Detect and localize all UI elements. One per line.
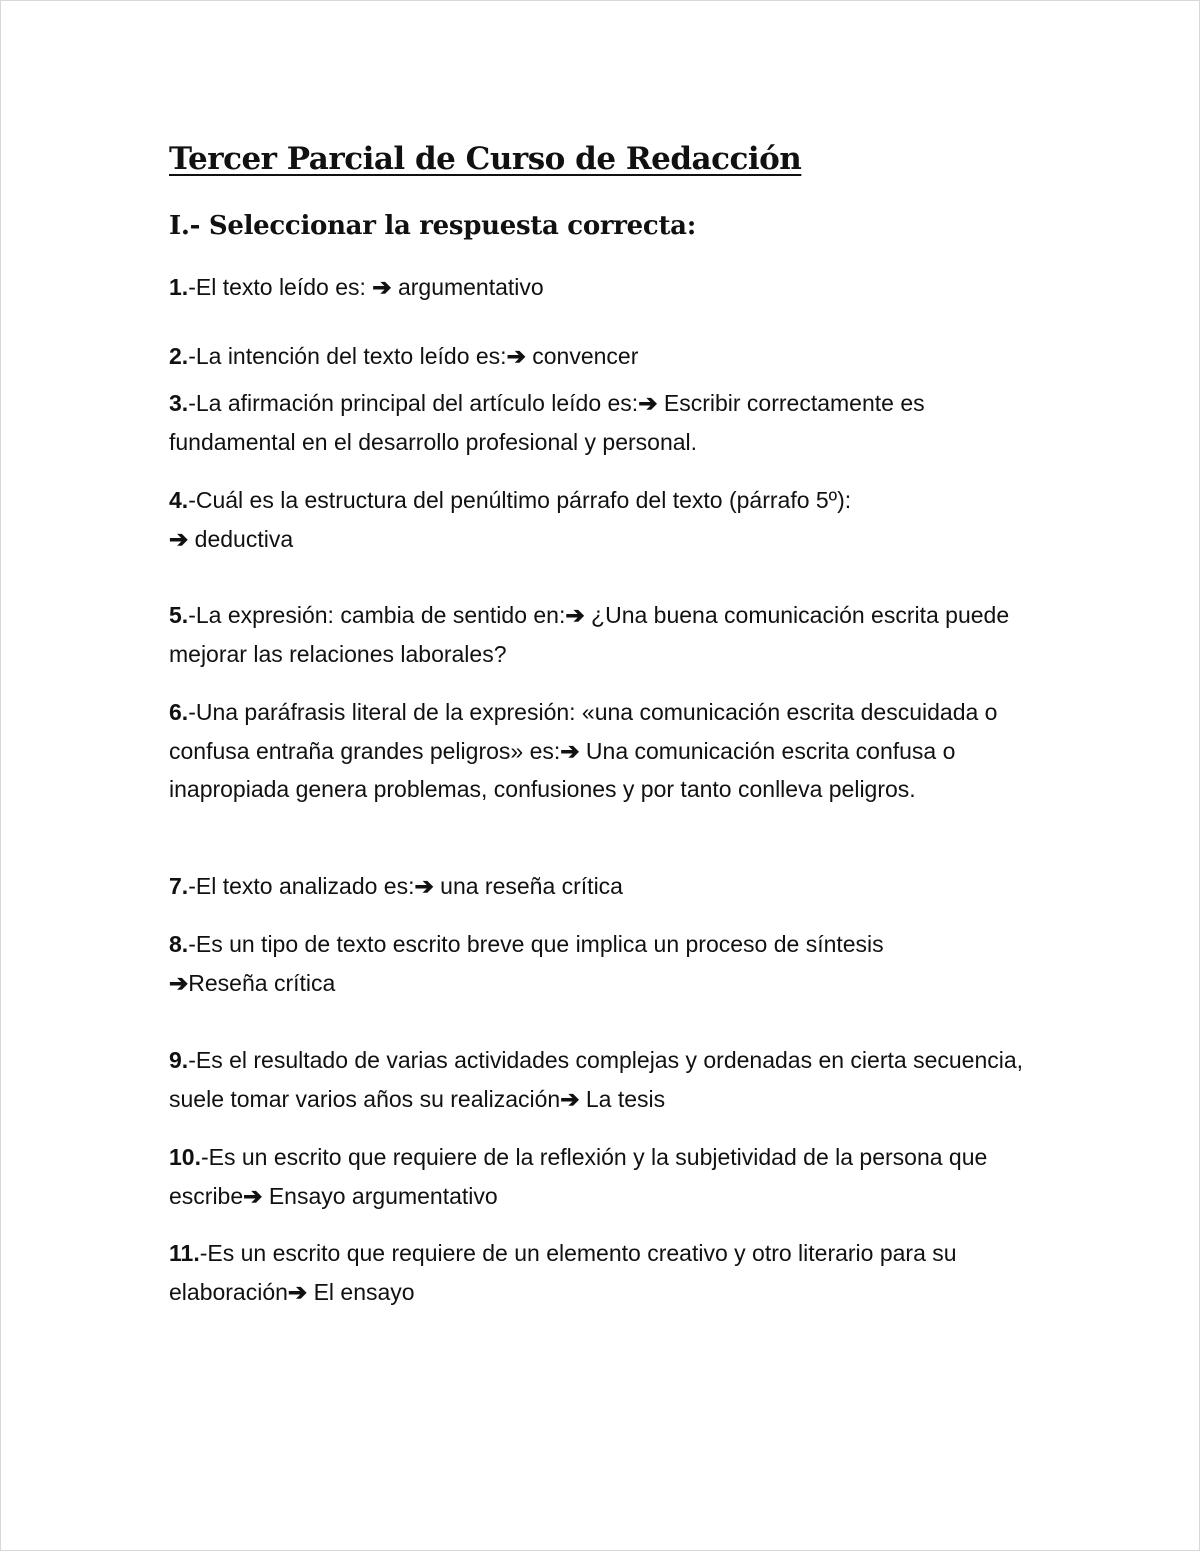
question-number: 3. [169, 390, 189, 416]
question-number: 10. [169, 1144, 201, 1170]
question-prompt: -La intención del texto leído es: [188, 343, 507, 369]
question-number: 1. [169, 274, 189, 300]
question-6 [169, 693, 1029, 809]
question-8 [169, 925, 1029, 1002]
question-number: 4. [169, 487, 189, 513]
arrow-right-icon: ➔ [372, 274, 392, 300]
question-3 [169, 384, 1029, 461]
question-answer: ¿Una buena comunicación escrita puede mejorar las relaciones laborales? [169, 602, 1010, 667]
question-prompt: -El texto leído es: [188, 274, 373, 300]
question-4 [169, 481, 1029, 558]
arrow-right-icon: ➔ [560, 1085, 580, 1112]
question-7 [169, 867, 1029, 906]
question-answer: deductiva [188, 525, 294, 552]
question-number: 8. [169, 931, 189, 957]
arrow-right-icon: ➔ [169, 525, 189, 552]
question-10 [169, 1138, 1029, 1215]
arrow-right-icon: ➔ [560, 737, 580, 764]
document-title: Tercer Parcial de Curso de Redacción [169, 141, 802, 177]
question-answer: Ensayo argumentativo [262, 1182, 498, 1209]
question-number: 5. [169, 602, 189, 628]
question-number: 6. [169, 699, 189, 725]
arrow-right-icon: ➔ [506, 343, 526, 369]
question-11 [169, 1234, 1029, 1311]
arrow-right-icon: ➔ [287, 1278, 308, 1305]
arrow-right-icon: ➔ [638, 390, 658, 416]
question-prompt: -Es un escrito que requiere de la reflexión y la subjetividad de la persona que escribe [169, 1144, 988, 1209]
arrow-right-icon: ➔ [414, 873, 434, 899]
question-answer: una reseña crítica [433, 873, 623, 899]
question-prompt: -Es el resultado de varias actividades complejas y ordenadas en cierta secuencia, suele tomar varios años su realización [169, 1047, 1024, 1112]
question-answer: El ensayo [307, 1278, 415, 1305]
question-number: 9. [169, 1047, 189, 1073]
question-answer: Escribir correctamente es fundamental en el desarrollo profesional y personal. [169, 390, 925, 455]
question-prompt: -Es un tipo de texto escrito breve que implica un proceso de síntesis [188, 931, 884, 957]
question-2 [169, 337, 1029, 376]
arrow-right-icon: ➔ [169, 969, 189, 996]
question-number: 7. [169, 873, 189, 899]
question-5 [169, 596, 1029, 673]
question-9 [169, 1041, 1029, 1118]
question-answer: argumentativo [391, 274, 544, 300]
question-prompt: -La expresión: cambia de sentido en: [188, 602, 566, 628]
question-answer: convencer [525, 343, 639, 369]
question-number: 11. [169, 1240, 200, 1266]
question-prompt: -Es un escrito que requiere de un elemento creativo y otro literario para su elaboración [169, 1240, 957, 1305]
arrow-right-icon: ➔ [565, 602, 585, 628]
question-prompt: -El texto analizado es: [188, 873, 415, 899]
question-prompt: -Una paráfrasis literal de la expresión: «una comunicación escrita descuidada o confusa entraña grandes peligros» es: [169, 699, 998, 764]
question-number: 2. [169, 343, 189, 369]
arrow-right-icon: ➔ [243, 1182, 263, 1209]
question-answer: Una comunicación escrita confusa o inapropiada genera problemas, confusiones y por tanto conlleva peligros. [169, 737, 956, 803]
question-answer: La tesis [579, 1085, 666, 1112]
question-answer: Reseña crítica [188, 969, 336, 996]
question-1 [169, 268, 1029, 307]
section-heading: I.- Seleccionar la respuesta correcta: [169, 211, 696, 241]
question-prompt: -La afirmación principal del artículo leído es: [188, 390, 639, 416]
question-prompt: -Cuál es la estructura del penúltimo párrafo del texto (párrafo 5º): [188, 487, 852, 513]
